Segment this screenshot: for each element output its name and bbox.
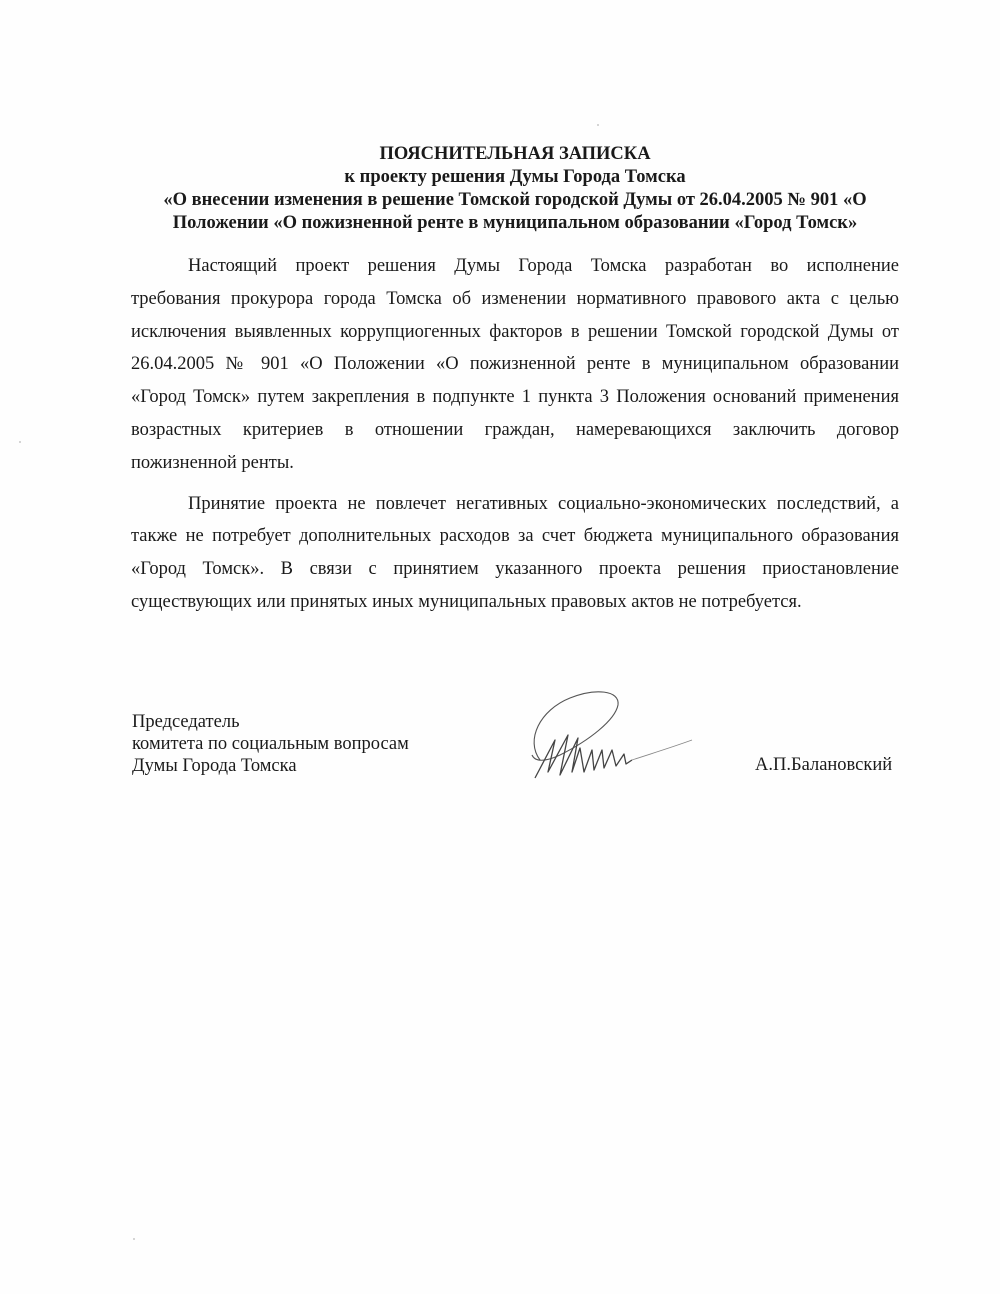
position-line: Председатель [132,712,240,732]
paragraph-line: 26.04.2005 № 901 «О Положении «О пожизненной ренте в муниципальном образовании [131,354,899,375]
paragraph-line: возрастных критериев в отношении граждан, намеревающихся заключить договор [131,419,899,440]
paragraph-line: требования прокурора города Томска об изменении нормативного правового акта с целью [131,288,899,309]
paragraph-1 [131,250,899,480]
document-title: ПОЯСНИТЕЛЬНАЯ ЗАПИСКА [379,144,651,164]
position-line: комитета по социальным вопросам [132,734,409,754]
paragraph-2 [131,488,899,619]
paragraph-line: исключения выявленных коррупциогенных факторов в решении Томской городской Думы от [131,321,899,342]
paragraph-line: «Город Томск» путем закрепления в подпункте 1 пункта 3 Положения оснований применения [131,387,899,408]
signatory-position [132,711,409,777]
scan-artifact [133,1238,135,1240]
signer-name: А.П.Балановский [755,755,893,775]
document-body [131,250,899,627]
paragraph-line: Принятие проекта не повлечет негативных социально-экономических последствий, а [188,493,899,514]
scan-artifact [19,441,21,443]
document-subject-line-1: «О внесении изменения в решение Томской городской Думы от 26.04.2005 № 901 «О [163,190,867,210]
signature-icon [520,680,700,790]
paragraph-line: существующих или принятых иных муниципальных правовых актов не потребуется. [131,591,802,612]
document-heading [130,143,900,235]
paragraph-line: «Город Томск». В связи с принятием указанного проекта решения приостановление [131,559,899,580]
document-subtitle: к проекту решения Думы Города Томска [344,167,686,187]
document-subject-line-2: Положении «О пожизненной ренте в муниципальном образовании «Город Томск» [172,213,858,233]
scan-artifact [597,124,599,126]
paragraph-line: также не потребует дополнительных расходов за счет бюджета муниципального образования [131,526,899,547]
position-line: Думы Города Томска [132,756,297,776]
paragraph-line: Настоящий проект решения Думы Города Томска разработан во исполнение [188,256,899,276]
paragraph-line: пожизненной ренты. [131,452,294,473]
